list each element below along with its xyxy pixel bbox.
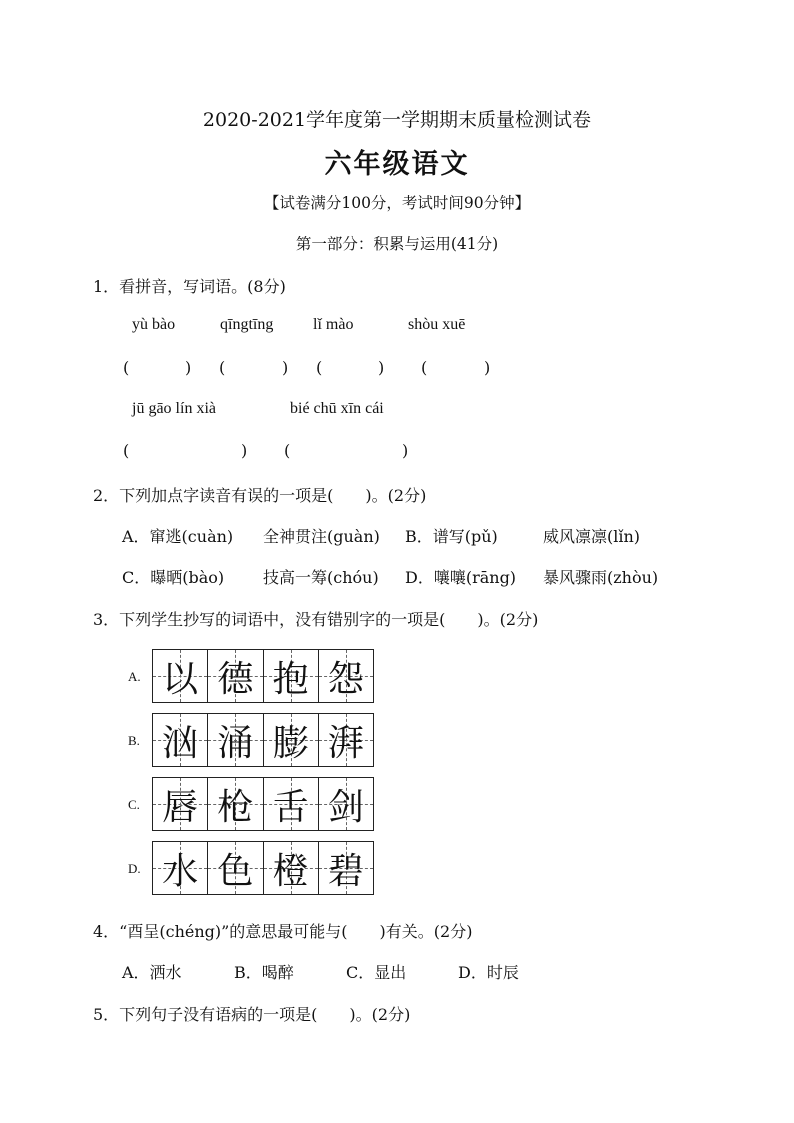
q1-pinyin-2: qīngtīng	[220, 316, 274, 333]
q1-pinyin-4: shòu xuē	[408, 316, 466, 333]
answer-blank-2-open[interactable]: (	[219, 358, 226, 377]
q1-pinyin-3: lǐ mào	[313, 316, 354, 333]
q2-option-a1: A．窜逃(cuàn)	[122, 527, 234, 546]
exam-title: 2020-2021学年度第一学期期末质量检测试卷	[202, 109, 592, 131]
q1-pinyin-6: bié chū xīn cái	[290, 400, 384, 417]
q2-option-d2: 暴风骤雨(zhòu)	[543, 568, 659, 587]
answer-blank-4-open[interactable]: (	[421, 358, 428, 377]
exam-note: 【试卷满分100分，考试时间90分钟】	[263, 194, 531, 212]
grid-cell: 橙	[264, 842, 319, 894]
q2-stem: 2．下列加点字读音有误的一项是( )。(2分)	[93, 486, 427, 505]
grid-cell: 舌	[264, 778, 319, 830]
answer-blank-5-open[interactable]: (	[123, 441, 130, 460]
q4-option-c: C．显出	[346, 963, 407, 982]
q4-option-a: A．洒水	[122, 963, 182, 982]
grid-cell: 剑	[319, 778, 373, 830]
part-title: 第一部分：积累与运用(41分)	[295, 235, 499, 253]
grid-cell: 怨	[319, 650, 373, 702]
answer-blank-6-open[interactable]: (	[284, 441, 291, 460]
q2-option-c1: C．曝晒(bào)	[122, 568, 225, 587]
q2-option-a2: 全神贯注(guàn)	[263, 527, 380, 546]
grid-cell: 汹	[153, 714, 208, 766]
q2-option-c2: 技高一筹(chóu)	[263, 568, 379, 587]
q3-grid-a	[152, 649, 374, 703]
answer-blank-1-close: )	[185, 358, 192, 377]
grid-cell: 涌	[208, 714, 263, 766]
grid-cell: 德	[208, 650, 263, 702]
q2-option-b2: 威风凛凛(lǐn)	[543, 527, 641, 546]
answer-blank-5-close: )	[241, 441, 248, 460]
answer-blank-1-open[interactable]: (	[123, 358, 130, 377]
grid-cell: 抱	[264, 650, 319, 702]
q3-row-a-label: A.	[128, 669, 141, 684]
q3-stem: 3．下列学生抄写的词语中，没有错别字的一项是( )。(2分)	[93, 610, 539, 629]
q3-row-c-label: C.	[128, 797, 140, 812]
answer-blank-3-open[interactable]: (	[316, 358, 323, 377]
answer-blank-4-close: )	[484, 358, 491, 377]
q1-stem: 1．看拼音，写词语。(8分)	[93, 277, 286, 296]
grid-cell: 唇	[153, 778, 208, 830]
grid-cell: 湃	[319, 714, 373, 766]
q2-option-b1: B．谱写(pǔ)	[405, 527, 498, 546]
answer-blank-6-close: )	[402, 441, 409, 460]
answer-blank-3-close: )	[378, 358, 385, 377]
q1-pinyin-5: jū gāo lín xià	[132, 400, 216, 417]
answer-blank-2-close: )	[282, 358, 289, 377]
grid-cell: 枪	[208, 778, 263, 830]
q1-pinyin-1: yù bào	[132, 316, 176, 333]
q3-grid-b	[152, 713, 374, 767]
q4-option-b: B．喝醉	[234, 963, 294, 982]
q2-option-d1: D．嚷嚷(rāng)	[405, 568, 517, 587]
q3-grid-d	[152, 841, 374, 895]
q4-option-d: D．时辰	[458, 963, 519, 982]
grid-cell: 碧	[319, 842, 373, 894]
q5-stem: 5．下列句子没有语病的一项是( )。(2分)	[93, 1005, 411, 1024]
grid-cell: 色	[208, 842, 263, 894]
q3-row-b-label: B.	[128, 733, 140, 748]
q4-stem: 4．“酉呈(chéng)”的意思最可能与( )有关。(2分)	[93, 922, 473, 941]
grid-cell: 以	[153, 650, 208, 702]
q3-row-d-label: D.	[128, 861, 141, 876]
q3-grid-c	[152, 777, 374, 831]
grid-cell: 膨	[264, 714, 319, 766]
subject-title: 六年级语文	[324, 149, 470, 180]
grid-cell: 水	[153, 842, 208, 894]
